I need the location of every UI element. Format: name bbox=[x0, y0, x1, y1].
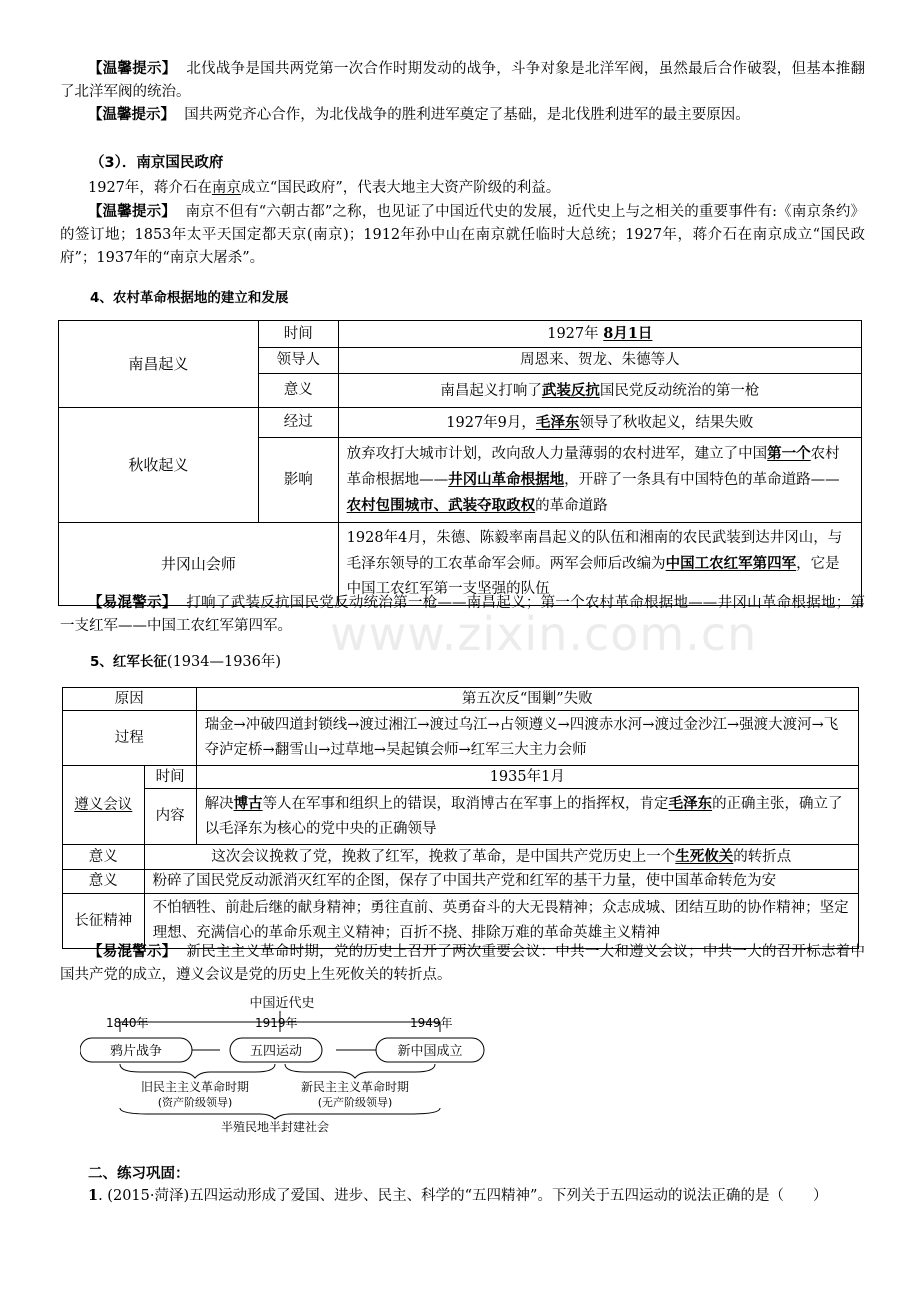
event-label: 鸦片战争 bbox=[109, 1044, 163, 1059]
text: 国民党反动统治的第一枪 bbox=[599, 382, 760, 399]
year-label: 1840年 bbox=[106, 1016, 149, 1030]
answer-blank: （ ） bbox=[769, 1188, 828, 1204]
text: 1927年 bbox=[547, 326, 604, 342]
warn-text: 新民主主义革命时期，党的历史上召开了两次重要会议：中共一大和遵义会议；中共一大的召开标志着中国共产党的成立，遵义会议是党的历史上生死攸关的转折点。 bbox=[60, 944, 866, 983]
text: 的革命道路 bbox=[535, 498, 608, 514]
cell-label: 原因 bbox=[63, 688, 197, 711]
cell-value bbox=[144, 845, 858, 870]
text: 放弃攻打大城市计划，改向敌人力量薄弱的农村进军，建立了中国 bbox=[346, 446, 768, 462]
cell-label: 内容 bbox=[144, 789, 196, 845]
underlined-text: 毛泽东 bbox=[668, 795, 713, 812]
warn-label: 【易混警示】 bbox=[88, 595, 177, 611]
base-area-table bbox=[58, 320, 862, 606]
cell-value bbox=[338, 321, 861, 348]
text: 南昌起义打响了 bbox=[440, 382, 542, 399]
cell-label: 意义 bbox=[63, 845, 145, 870]
diagram-title: 中国近代史 bbox=[249, 996, 315, 1011]
tip-label: 【温馨提示】 bbox=[88, 204, 176, 220]
row-header-nanchang: 南昌起义 bbox=[59, 321, 259, 408]
tip-block-3 bbox=[60, 201, 865, 270]
watermark: www.zixin.com.cn bbox=[330, 607, 758, 661]
period-label: 旧民主主义革命时期 bbox=[140, 1080, 250, 1094]
underlined-text: 农村包围城市、武装夺取政权 bbox=[346, 497, 536, 514]
tip-text: 国共两党齐心合作，为北伐战争的胜利进军奠定了基础，是北伐胜利进军的最主要原因。 bbox=[184, 107, 750, 123]
long-march-table bbox=[62, 687, 859, 949]
cell-label: 时间 bbox=[144, 766, 196, 789]
text: 农村革命根据地—— bbox=[346, 446, 840, 488]
brace bbox=[285, 1064, 435, 1078]
text: 1928年4月，朱德、陈毅率南昌起义的队伍和湘南的农民武装到达井冈山，与毛泽东领导的工农革命军会师。两军会师后改编为 bbox=[346, 530, 843, 572]
modern-history-diagram bbox=[80, 990, 500, 1135]
cell-label bbox=[63, 766, 145, 845]
brace bbox=[120, 1064, 275, 1078]
tip-label: 【温馨提示】 bbox=[88, 61, 177, 77]
cell-label: 影响 bbox=[258, 438, 338, 523]
event-label: 新中国成立 bbox=[397, 1044, 463, 1059]
cell-value: 瑞金→冲破四道封锁线→渡过湘江→渡过乌江→占领遵义→四渡赤水河→渡过金沙江→强渡大渡河→飞夺泸定桥→翻雪山→过草地→吴起镇会师→红军三大主力会师 bbox=[196, 711, 858, 766]
cell-value bbox=[196, 789, 858, 845]
period-sub: (无产阶级领导) bbox=[317, 1096, 393, 1109]
text: ，开辟了一条具有中国特色的革命道路—— bbox=[564, 472, 840, 488]
question-number: 1 bbox=[88, 1187, 99, 1204]
section4-heading: 4、农村革命根据地的建立和发展 bbox=[90, 290, 289, 306]
period-sub: (资产阶级领导) bbox=[157, 1096, 233, 1109]
year-label: 1919年 bbox=[255, 1016, 298, 1030]
warn-block-2 bbox=[60, 941, 865, 987]
underlined-text: 井冈山革命根据地 bbox=[448, 471, 565, 488]
cell-value bbox=[338, 374, 861, 408]
practice-heading: 二、练习巩固： bbox=[88, 1166, 190, 1182]
cell-label: 经过 bbox=[258, 408, 338, 438]
event-label: 五四运动 bbox=[249, 1044, 303, 1059]
text: 解决 bbox=[204, 796, 234, 812]
section3-heading: （3）．南京国民政府 bbox=[90, 155, 224, 171]
cell-label: 意义 bbox=[63, 870, 145, 894]
underlined-text: 第一个 bbox=[767, 445, 811, 462]
cell-value: 1935年1月 bbox=[196, 766, 858, 789]
text: 领导了秋收起义，结果失败 bbox=[579, 414, 754, 431]
cell-label: 长征精神 bbox=[63, 894, 145, 949]
society-label: 半殖民地半封建社会 bbox=[220, 1120, 330, 1134]
text: 这次会议挽救了党，挽救了红军，挽救了革命，是中国共产党历史上一个 bbox=[211, 849, 676, 865]
cell-value bbox=[338, 438, 861, 523]
cell-value: 粉碎了国民党反动派消灭红军的企图，保存了中国共产党和红军的基干力量，使中国革命转危为安 bbox=[144, 870, 858, 894]
text: 等人在军事和组织上的错误，取消博古在军事上的指挥权，肯定 bbox=[262, 796, 669, 812]
cell-label: 过程 bbox=[63, 711, 197, 766]
section5-heading bbox=[90, 651, 895, 674]
text: 成立“国民政府”，代表大地主大资产阶级的利益。 bbox=[240, 180, 561, 196]
cell-value: 不怕牺牲、前赴后继的献身精神；勇往直前、英勇奋斗的大无畏精神；众志成城、团结互助的协作精神；坚定理想、充满信心的革命乐观主义精神；百折不挠、排除万难的革命英雄主义精神 bbox=[144, 894, 858, 949]
underlined-text: 生死攸关 bbox=[675, 848, 734, 865]
warn-label: 【易混警示】 bbox=[88, 944, 177, 960]
underlined-text: 武装反抗 bbox=[541, 381, 600, 399]
cell-label: 意义 bbox=[258, 374, 338, 408]
tip-text: 北伐战争是国共两党第一次合作时期发动的战争，斗争对象是北洋军阀，虽然最后合作破裂，但基本推翻了北洋军阀的统治。 bbox=[60, 61, 866, 100]
underlined-text: 毛泽东 bbox=[535, 413, 580, 431]
tip-text: 南京不但有“六朝古都”之称，也见证了中国近代史的发展，近代史上与之相关的重要事件有:《南京条约》的签订地；1853年太平天国定都天京(南京)；1912年孙中山在南京就任临时大总统；1927年，蒋介石在南京成立“国民政府”；1937年的“南京大屠杀”。 bbox=[60, 204, 865, 266]
warn-text: 打响了武装反抗国民党反动统治第一枪——南昌起义；第一个农村革命根据地——井冈山革命根据地；第一支红军——中国工农红军第四军。 bbox=[60, 595, 866, 634]
question-1 bbox=[60, 1184, 865, 1208]
cell-value: 周恩来、贺龙、朱德等人 bbox=[338, 348, 861, 374]
brace bbox=[120, 1108, 440, 1119]
row-header-jinggang: 井冈山会师 bbox=[59, 523, 339, 606]
text: 的转折点 bbox=[733, 849, 792, 865]
text: 1927年，蒋介石在 bbox=[88, 180, 212, 196]
text: 1927年9月， bbox=[446, 414, 536, 431]
year-label: 1949年 bbox=[410, 1016, 453, 1030]
period-label: 新民主主义革命时期 bbox=[300, 1080, 410, 1094]
text: 的正确主张，确立了以毛泽东为核心的党中央的正确领导 bbox=[204, 796, 843, 837]
cell-label: 时间 bbox=[258, 321, 338, 348]
tip-label: 【温馨提示】 bbox=[88, 107, 175, 123]
text: ，它是中国工农红军第一支坚强的队伍 bbox=[346, 556, 840, 597]
tip-block-2 bbox=[60, 104, 865, 127]
section3-line bbox=[88, 177, 893, 200]
cell-label: 领导人 bbox=[258, 348, 338, 374]
row-header-qiushou: 秋收起义 bbox=[59, 408, 259, 523]
underlined-text: 8月1日 bbox=[603, 325, 653, 342]
underlined-text: 博古 bbox=[233, 795, 263, 812]
cell-value: 第五次反“围剿”失败 bbox=[196, 688, 858, 711]
underlined-text: 中国工农红军第四军 bbox=[665, 555, 797, 572]
tip-block-1 bbox=[60, 58, 865, 104]
heading-years: (1934—1936年) bbox=[166, 654, 282, 670]
heading-text: 5、红军长征 bbox=[90, 654, 167, 670]
underlined-text: 南京 bbox=[211, 180, 241, 196]
question-text: . (2015·菏泽)五四运动形成了爱国、进步、民主、科学的“五四精神”。下列关于五四运动的说法正确的是 bbox=[98, 1188, 770, 1204]
cell-value bbox=[338, 408, 861, 438]
underlined-text: 遵义会议 bbox=[74, 796, 133, 813]
